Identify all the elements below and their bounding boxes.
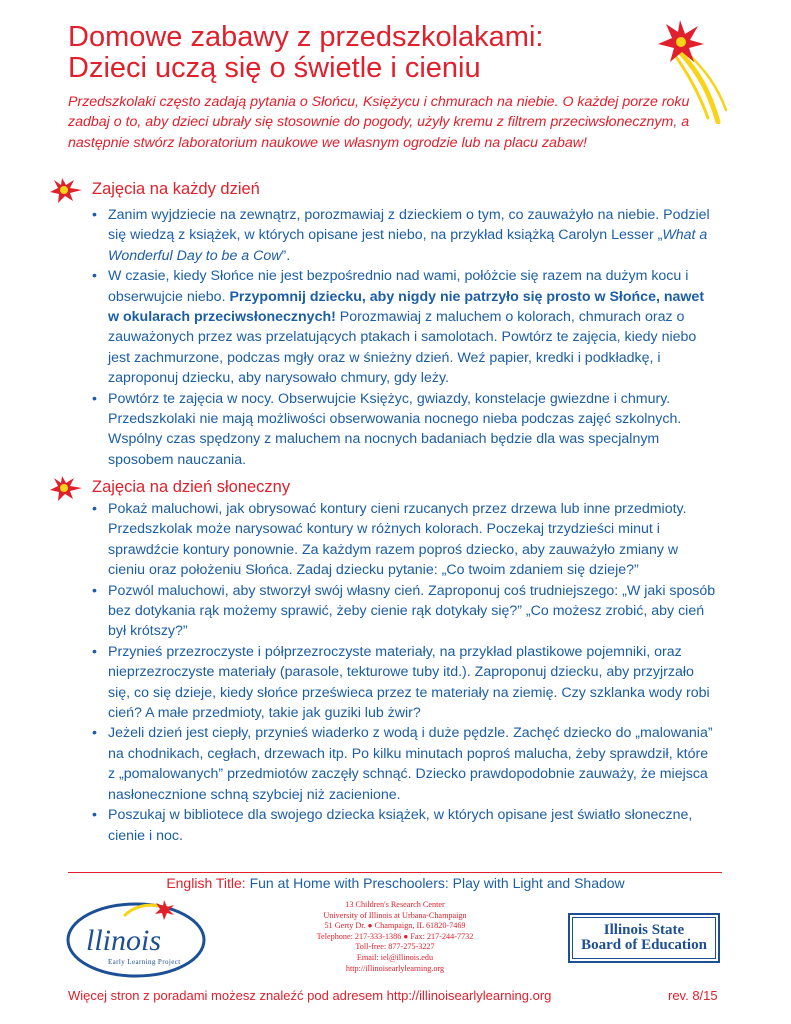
list-item: • W czasie, kiedy Słońce nie jest bezpośrednio nad wami, połóżcie się razem na dużym kocu i obserwujcie niebo. Przypomnij dziecku, aby nigdy nie patrzyło się prosto w Słońce, nawet w okularach przeciwsłonecznych! Porozmawiaj z maluchem o kolorach, chmurach oraz o zauważonych przez was przelatujących ptakach i samolotach. Powtórz te zajęcia, kiedy niebo jest zachmurzone, podczas mgły oraz w śnieżny dzień. Weź papier, kredki i podkładkę, i zaproponuj dziecku, aby narysowało chmury, gdy leży. bbox=[108, 266, 718, 388]
contact-email[interactable]: Email: iel@illinois.edu bbox=[356, 952, 434, 962]
list-item: • Zanim wyjdziecie na zewnątrz, porozmawiaj z dzieckiem o tym, co zauważyło na niebie. Podziel się wiedzą z książek, w których opisane jest niebo, na przykład książką Carolyn Lesser „What a Wonderful Day to be a Cow”. bbox=[108, 205, 718, 266]
list-item: • Poszukaj w bibliotece dla swojego dziecka książek, w których opisane jest światło słoneczne, cienie i noc. bbox=[108, 805, 718, 846]
logo-wordmark: llinois bbox=[86, 924, 162, 957]
section-star-icon bbox=[48, 474, 84, 502]
safety-warning: Przypomnij dziecku, aby nigdy nie patrzyło się prosto w Słońce, nawet w okularach przeciwsłonecznych! bbox=[108, 288, 705, 326]
isbe-logo: Illinois State Board of Education bbox=[568, 913, 720, 963]
intro-paragraph: Przedszkolaki często zadają pytania o Słońcu, Księżycu i chmurach na niebie. O każdej porze roku zadbaj o to, aby dzieci ubrały się stosownie do pogody, użyły kremu z filtrem przeciwsłonecznym, a następnie stwórz laboratorium naukowe we własnym ogrodzie lub na placu zabaw! bbox=[68, 94, 690, 151]
book-title: What a Wonderful Day to be a Cow bbox=[108, 227, 708, 264]
list-item: • Przynieś przezroczyste i półprzezroczyste materiały, na przykład plastikowe pojemniki, oraz nieprzezroczyste materiały (parasole, tekturowe tuby itd.). Zaproponuj dziecku, aby przyjrzało się, co się dzieje, kiedy słońce prześwieca przez te materiały na ziemię. Czy szklanka wody robi cień? A małe przedmioty, takie jak guziki lub żwir? bbox=[108, 642, 718, 724]
english-title: English Title: Fun at Home with Preschoolers: Play with Light and Shadow bbox=[166, 875, 625, 891]
everyday-activities-list bbox=[90, 205, 718, 470]
illinois-early-learning-logo bbox=[64, 896, 214, 980]
section-heading-everyday: Zajęcia na każdy dzień bbox=[92, 180, 260, 198]
list-item: • Pozwól maluchowi, aby stworzył swój własny cień. Zaproponuj coś trudniejszego: „W jaki sposób bez dotykania rąk możemy sprawić, żeby cienie rąk dotykały się?” „Co możesz zrobić, aby cień był krótszy?” bbox=[108, 581, 718, 642]
contact-website[interactable]: http://illinoisearlylearning.org bbox=[345, 963, 445, 973]
section-star-icon bbox=[48, 176, 84, 204]
more-tips-link[interactable]: Więcej stron z poradami możesz znaleźć pod adresem http://illinoisearlylearning.org bbox=[68, 988, 552, 1003]
footer-divider bbox=[68, 872, 722, 873]
contact-info: 13 Children's Research Center University of Illinois at Urbana-Champaign 51 Gerty Dr. ● Champaign, IL 61820-7469 Telephone: 217-333-1386 ● Fax: 217-244-7732 Toll-free: 877-275-3227 Email: iel@illinois.edu http://illinoisearlylearning.org bbox=[290, 900, 500, 974]
revision-label: rev. 8/15 bbox=[668, 988, 718, 1003]
logo-subtitle: Early Learning Project bbox=[108, 958, 181, 966]
sunny-day-activities-list bbox=[90, 499, 718, 846]
list-item: • Powtórz te zajęcia w nocy. Obserwujcie Księżyc, gwiazdy, konstelacje gwiezdne i chmury. Przedszkolaki nie mają możliwości obserwowania nocnego nieba podczas zajęć szkolnych. Wspólny czas spędzony z maluchem na nocnych badaniach będzie dla was specjalnym sposobem nauczania. bbox=[108, 389, 718, 471]
list-item: • Pokaż maluchowi, jak obrysować kontury cieni rzucanych przez drzewa lub inne przedmioty. Przedszkolak może narysować kontury w różnych kolorach. Poczekaj trzydzieści minut i sprawdźcie kontury ponownie. Za każdym razem poproś dziecko, aby zauważyło zmiany w cieniu oraz położeniu Słońca. Zadaj dziecku pytanie: „Co twoim zdaniem się dzieje?” bbox=[108, 499, 718, 581]
page-title bbox=[68, 22, 668, 84]
section-heading-sunny-day: Zajęcia na dzień słoneczny bbox=[92, 478, 291, 496]
title-line-2: Dzieci uczą się o świetle i cieniu bbox=[68, 52, 481, 84]
title-line-1: Domowe zabawy z przedszkolakami: bbox=[68, 21, 544, 53]
list-item: • Jeżeli dzień jest ciepły, przynieś wiaderko z wodą i duże pędzle. Zachęć dziecko do „malowania” na chodnikach, cegłach, drzewach itp. Po kilku minutach poproś malucha, żeby sprawdził, które z „pomalowanych” przedmiotów zaczęły schnąć. Dziecko prawdopodobnie zauważy, że miejsca nasłonecznione schną szybciej niż zacienione. bbox=[108, 723, 718, 805]
